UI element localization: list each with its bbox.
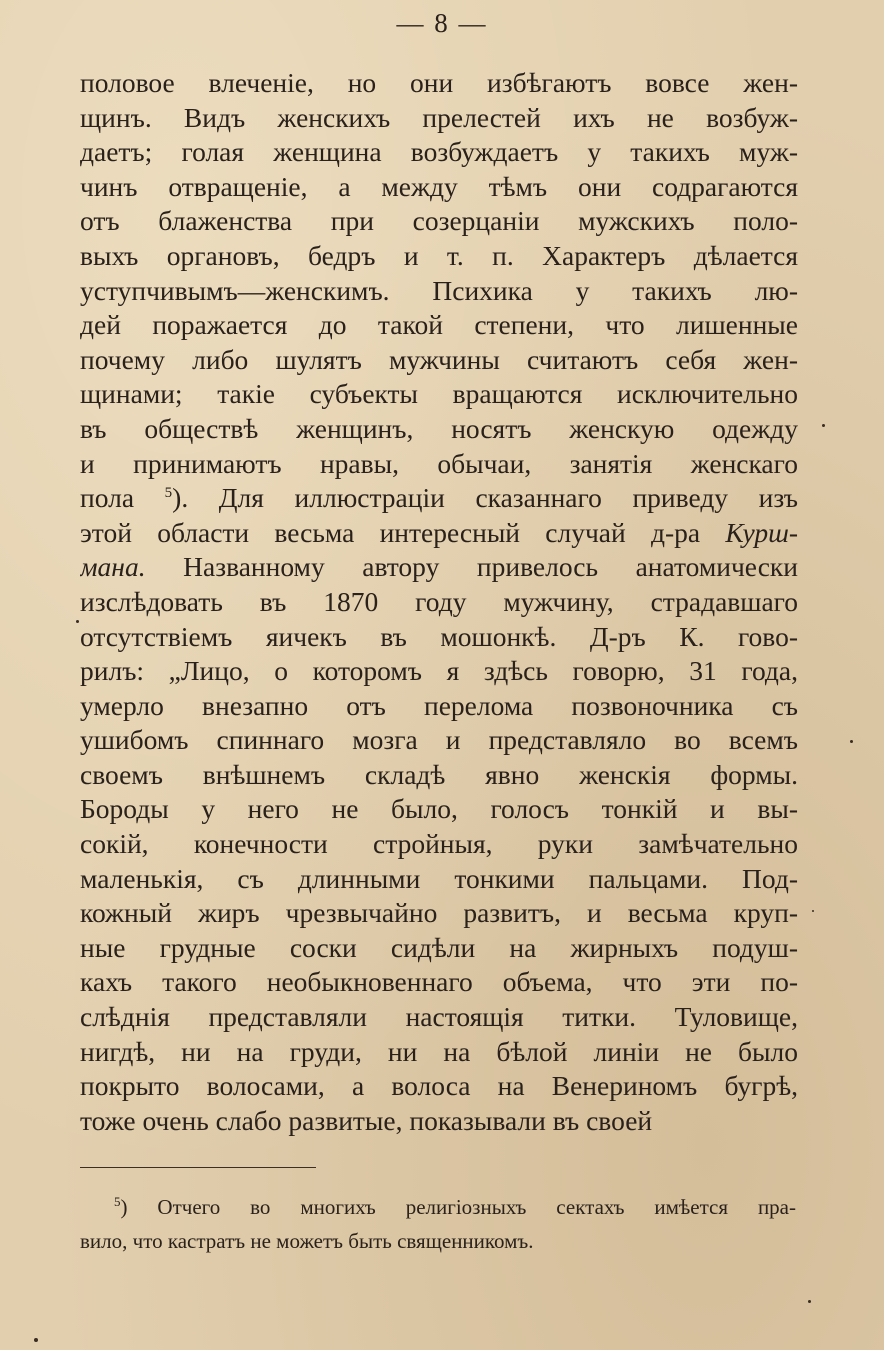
text-segment: этой области весьма интересный случай д-ра: [80, 516, 726, 548]
text-line-22: Бороды у него не было, голосъ тонкій и вы-: [80, 793, 798, 825]
footnote-text: ) Отчего во многихъ религіозныхъ сектахъ имѣется пра-: [120, 1195, 796, 1219]
scan-speck: [34, 1338, 38, 1342]
text-line-12: и принимаютъ нравы, обычаи, занятія женскаго: [80, 447, 798, 479]
text-line-20: ушибомъ спиннаго мозга и представляло во всемъ: [80, 724, 798, 756]
text-line-3: даетъ; голая женщина возбуждаетъ у такихъ муж-: [80, 136, 798, 168]
text-line-15: [80, 550, 798, 585]
text-line-26: ные грудные соски сидѣли на жирныхъ подуш-: [80, 931, 798, 963]
text-line-5: отъ блаженства при созерцаніи мужскихъ поло-: [80, 205, 798, 237]
text-line-10: щинами; такіе субъекты вращаются исключительно: [80, 378, 798, 410]
text-line-29: нигдѣ, ни на груди, ни на бѣлой линіи не было: [80, 1035, 798, 1067]
text-line-2: щинъ. Видъ женскихъ прелестей ихъ не возбуж-: [80, 101, 798, 133]
scan-speck: [812, 910, 814, 912]
text-segment: Названному автору привелось анатомически: [145, 551, 798, 583]
text-line-27: кахъ такого необыкновеннаго объема, что эти по-: [80, 966, 798, 998]
scan-speck: [808, 1300, 811, 1303]
footnote-line-2: вило, что кастратъ не можетъ быть священникомъ.: [80, 1229, 534, 1253]
text-segment: ). Для иллюстраціи сказаннаго приведу изъ: [172, 482, 798, 514]
text-line-6: выхъ органовъ, бедръ и т. п. Характеръ дѣлается: [80, 239, 798, 271]
text-line-23: сокій, конечности стройныя, руки замѣчательно: [80, 828, 798, 860]
text-line-31: тоже очень слабо развитые, показывали въ своей: [80, 1104, 653, 1136]
scan-speck: [850, 740, 853, 743]
page-number: — 8 —: [396, 8, 488, 38]
text-line-7: уступчивымъ—женскимъ. Психика у такихъ лю-: [80, 274, 798, 306]
scan-speck: [76, 620, 79, 623]
text-line-21: своемъ внѣшнемъ складѣ явно женскія формы.: [80, 758, 798, 790]
text-line-17: отсутствіемъ яичекъ въ мошонкѣ. Д-ръ К. гово-: [80, 620, 798, 652]
text-line-25: кожный жиръ чрезвычайно развитъ, и весьма круп-: [80, 897, 798, 929]
text-line-9: почему либо шулятъ мужчины считаютъ себя жен-: [80, 343, 798, 375]
text-line-1: половое влеченіе, но они избѣгаютъ вовсе жен-: [80, 67, 798, 98]
text-line-19: умерло внезапно отъ перелома позвоночника съ: [80, 689, 798, 721]
italic-name: Курш-: [725, 516, 798, 548]
body-text: [80, 66, 798, 1138]
text-line-28: слѣднія представляли настоящія титки. Туловище,: [80, 1001, 798, 1033]
text-line-30: покрыто волосами, а волоса на Венериномъ бугрѣ,: [80, 1070, 798, 1102]
italic-name: мана.: [80, 551, 146, 583]
footnote-divider: [80, 1167, 316, 1168]
footnote-marker: 5: [114, 1194, 121, 1209]
text-line-8: дей поражается до такой степени, что лишенные: [80, 309, 798, 341]
text-segment: пола: [80, 482, 165, 514]
footnote-line-1: [80, 1190, 796, 1224]
text-line-18: рилъ: „Лицо, о которомъ я здѣсь говорю, 31 года,: [80, 655, 798, 687]
text-line-4: чинъ отвращеніе, а между тѣмъ они содрагаются: [80, 170, 798, 202]
text-line-13: [80, 481, 798, 516]
text-line-16: изслѣдовать въ 1870 году мужчину, страдавшаго: [80, 585, 798, 617]
text-line-14: [80, 516, 798, 551]
footnote: [80, 1190, 796, 1258]
scan-speck: [822, 424, 825, 427]
footnote-reference: 5: [164, 485, 173, 502]
text-line-24: маленькія, съ длинными тонкими пальцами. Под-: [80, 862, 798, 894]
text-line-11: въ обществѣ женщинъ, носятъ женскую одежду: [80, 412, 798, 444]
